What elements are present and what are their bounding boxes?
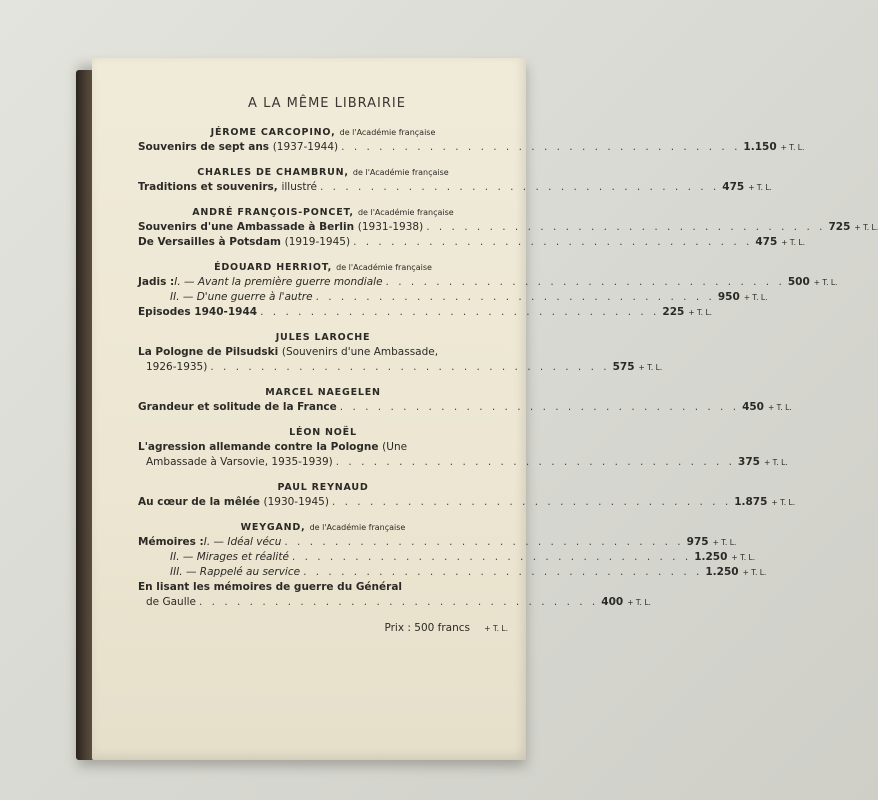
- book-row: [138, 346, 508, 361]
- leader-dots: . . . . . . . . . . . . . . . . . . . . . . . . . . . . . . . .: [284, 536, 684, 548]
- book-tl: + T. L.: [688, 308, 713, 317]
- author-name-text: JÉROME CARCOPINO,: [210, 127, 336, 138]
- book-price: 475: [722, 181, 745, 193]
- leader-dots: . . . . . . . . . . . . . . . . . . . . . . . . . . . . . . . .: [210, 361, 610, 373]
- book-tl: + T. L.: [748, 183, 772, 192]
- book-dates: (Une: [382, 441, 408, 453]
- book-row-continued: [138, 361, 663, 376]
- author-block: [138, 427, 788, 471]
- book-tl: + T. L.: [638, 363, 663, 372]
- book-tl: + T. L.: [767, 403, 792, 412]
- book-tl: + T. L.: [763, 458, 788, 467]
- author-name-text: JULES LAROCHE: [275, 332, 371, 343]
- author-list: [138, 127, 878, 611]
- book-title: II. — Mirages et réalité: [170, 551, 289, 563]
- leader-dots: . . . . . . . . . . . . . . . . . . . . . . . . . . . . . . . .: [385, 276, 785, 288]
- book-tl: + T. L.: [813, 278, 838, 287]
- leader-dots: . . . . . . . . . . . . . . . . . . . . . . . . . . . . . . . .: [198, 596, 599, 608]
- book-tl: + T. L.: [627, 598, 651, 607]
- academy-label: de l'Académie française: [336, 263, 432, 272]
- book-title: Souvenirs de sept ans: [138, 141, 270, 153]
- book-tl: + T. L.: [743, 293, 768, 302]
- author-name-text: ANDRÉ FRANÇOIS-PONCET,: [192, 207, 354, 218]
- leader-dots: . . . . . . . . . . . . . . . . . . . . . . . . . . . . . . . .: [291, 551, 692, 563]
- book-row: [138, 441, 508, 456]
- author-block: [138, 332, 663, 376]
- author-block: [138, 482, 796, 511]
- book-row-continued: [138, 456, 788, 471]
- author-name-text: WEYGAND,: [240, 522, 306, 533]
- academy-label: de l'Académie française: [352, 168, 449, 177]
- author-name-text: CHARLES DE CHAMBRUN,: [197, 167, 349, 178]
- book-prefix: Jadis :: [138, 276, 175, 288]
- book-price: 725: [828, 221, 851, 233]
- cover-price-label: Prix : 500 francs: [384, 622, 470, 634]
- book-price: 225: [662, 306, 685, 318]
- book-price: 1.875: [734, 496, 768, 508]
- author-name: [138, 262, 508, 273]
- author-name: [138, 482, 508, 493]
- author-block: [138, 522, 767, 611]
- book-continued-text: de Gaulle: [146, 596, 196, 608]
- author-name: [138, 127, 508, 138]
- book-row: [138, 236, 805, 251]
- author-name: [138, 387, 508, 398]
- book-row: [138, 536, 737, 551]
- book-title: De Versailles à Potsdam: [138, 236, 281, 248]
- book-row: [138, 566, 767, 581]
- book-price: 500: [787, 276, 810, 288]
- book-continued-text: Ambassade à Varsovie, 1935-1939): [146, 456, 333, 468]
- book-row: [138, 551, 756, 566]
- cover-heading: A LA MÊME LIBRAIRIE: [248, 96, 406, 111]
- author-block: [138, 167, 772, 196]
- book-title: Au cœur de la mêlée: [138, 496, 260, 508]
- book-tl: + T. L.: [854, 223, 878, 232]
- cover-price-tl: + T. L.: [484, 624, 508, 633]
- book-price: 575: [612, 361, 635, 373]
- book-price: 450: [742, 401, 764, 413]
- book-dates: illustré: [281, 181, 317, 193]
- book-title: Grandeur et solitude de la France: [138, 401, 337, 413]
- book-row: [138, 496, 796, 511]
- book-row: [138, 141, 805, 156]
- leader-dots: . . . . . . . . . . . . . . . . . . . . . . . . . . . . . . . .: [320, 181, 720, 193]
- book-row: [138, 291, 768, 306]
- book-row: [138, 581, 508, 596]
- book-price: 1.250: [705, 566, 739, 578]
- book-tl: + T. L.: [731, 553, 756, 562]
- book-dates: (Souvenirs d'une Ambassade,: [281, 346, 439, 358]
- book-prefix: Mémoires :: [138, 536, 204, 548]
- author-name: [138, 167, 508, 178]
- author-name: [138, 427, 508, 438]
- leader-dots: . . . . . . . . . . . . . . . . . . . . . . . . . . . . . . . .: [339, 401, 740, 413]
- book-tl: + T. L.: [780, 143, 805, 152]
- book-price: 1.250: [694, 551, 728, 563]
- book-price: 950: [717, 291, 740, 303]
- author-block: [138, 387, 792, 416]
- book-price: 400: [601, 596, 624, 608]
- author-name-text: PAUL REYNAUD: [277, 482, 369, 493]
- book-tl: + T. L.: [742, 568, 767, 577]
- author-block: [138, 207, 878, 251]
- book-price: 1.150: [743, 141, 777, 153]
- book-price: 375: [738, 456, 760, 468]
- leader-dots: . . . . . . . . . . . . . . . . . . . . . . . . . . . . . . . .: [426, 221, 826, 233]
- author-name: [138, 332, 508, 343]
- leader-dots: . . . . . . . . . . . . . . . . . . . . . . . . . . . . . . . .: [353, 236, 753, 248]
- author-block: [138, 262, 838, 321]
- leader-dots: . . . . . . . . . . . . . . . . . . . . . . . . . . . . . . . .: [335, 456, 736, 468]
- book-price: 475: [755, 236, 778, 248]
- leader-dots: . . . . . . . . . . . . . . . . . . . . . . . . . . . . . . . .: [315, 291, 715, 303]
- author-name-text: LÉON NOËL: [289, 427, 357, 438]
- book-price: 975: [686, 536, 709, 548]
- author-name-text: MARCEL NAEGELEN: [265, 387, 381, 398]
- book-title: III. — Rappelé au service: [170, 566, 301, 578]
- book-tl: + T. L.: [781, 238, 805, 247]
- book-row: [138, 221, 878, 236]
- cover-text: [138, 96, 878, 634]
- leader-dots: . . . . . . . . . . . . . . . . . . . . . . . . . . . . . . . .: [303, 566, 703, 578]
- book-row: [138, 276, 838, 291]
- book-title: I. — Idéal vécu: [203, 536, 282, 548]
- book-title: II. — D'une guerre à l'autre: [170, 291, 313, 303]
- book-title: L'agression allemande contre la Pologne: [138, 441, 379, 453]
- cover-price: [138, 622, 508, 634]
- book-dates: (1930-1945): [263, 496, 329, 508]
- book-dates: (1931-1938): [357, 221, 424, 233]
- book-continued-text: 1926-1935): [146, 361, 208, 373]
- book-tl: + T. L.: [712, 538, 737, 547]
- book-row: [138, 401, 792, 416]
- book-title: Episodes 1940-1944: [138, 306, 258, 318]
- leader-dots: . . . . . . . . . . . . . . . . . . . . . . . . . . . . . . . .: [260, 306, 660, 318]
- leader-dots: . . . . . . . . . . . . . . . . . . . . . . . . . . . . . . . .: [341, 141, 741, 153]
- book-title: Traditions et souvenirs,: [138, 181, 278, 193]
- book-title: En lisant les mémoires de guerre du Général: [138, 581, 403, 593]
- book-title: Souvenirs d'une Ambassade à Berlin: [138, 221, 355, 233]
- academy-label: de l'Académie française: [357, 208, 454, 217]
- author-block: [138, 127, 805, 156]
- book-row: [138, 306, 713, 321]
- book-title: I. — Avant la première guerre mondiale: [174, 276, 383, 288]
- book-dates: (1937-1944): [272, 141, 339, 153]
- book-dates: (1919-1945): [284, 236, 351, 248]
- book-row: [138, 181, 772, 196]
- book-title: La Pologne de Pilsudski: [138, 346, 279, 358]
- book-row-continued: [138, 596, 651, 611]
- author-name: [138, 207, 508, 218]
- academy-label: de l'Académie française: [309, 523, 406, 532]
- academy-label: de l'Académie française: [339, 128, 436, 137]
- book-tl: + T. L.: [771, 498, 796, 507]
- author-name-text: ÉDOUARD HERRIOT,: [214, 262, 333, 273]
- author-name: [138, 522, 508, 533]
- book-back-cover: [92, 58, 878, 760]
- leader-dots: . . . . . . . . . . . . . . . . . . . . . . . . . . . . . . . .: [331, 496, 732, 508]
